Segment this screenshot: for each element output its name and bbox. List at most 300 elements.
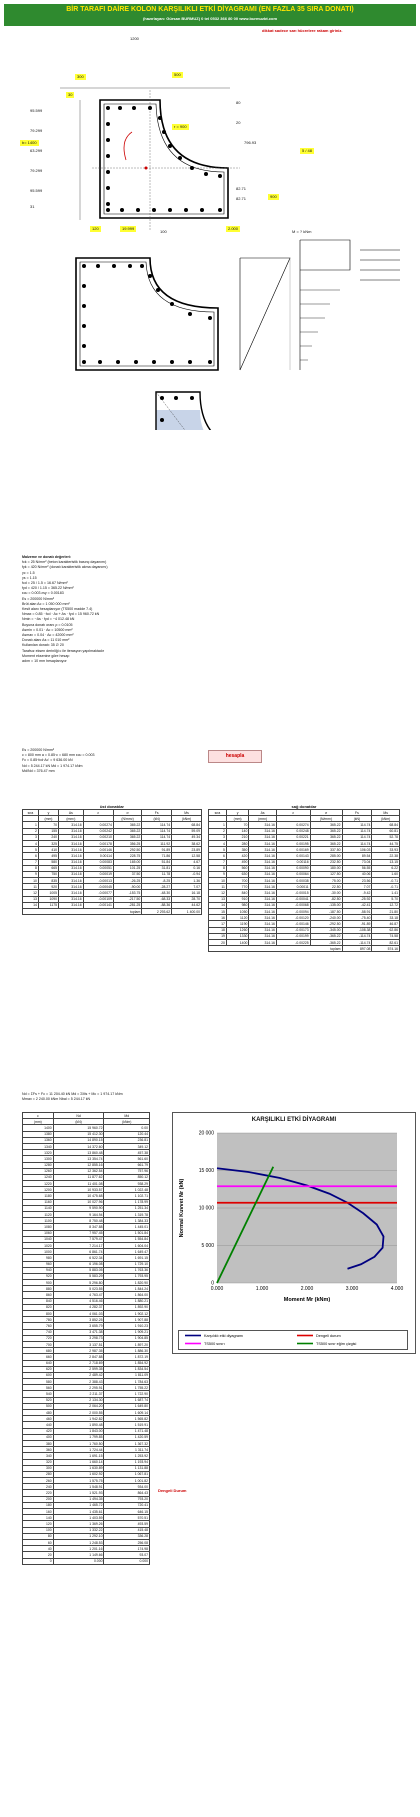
table-cell: 14 (23, 902, 39, 908)
input-top-right[interactable]: 500 (174, 72, 181, 77)
table-cell: 114.74 (342, 822, 372, 828)
table-cell: -108.38 (342, 927, 372, 933)
table-cell: 13 (23, 896, 39, 902)
moment-label: M = ? kNm (292, 229, 312, 234)
table-cell: 1 501.84 (104, 1230, 150, 1236)
unit-cell: (mm) (226, 816, 249, 822)
total-cell: 897.08 (342, 946, 372, 952)
table-cell: 1 367.32 (104, 1440, 150, 1446)
table-cell: 1200 (23, 1187, 54, 1193)
table-cell: 1 445.01 (104, 1224, 150, 1230)
right-val-2: 796.93 (244, 140, 257, 145)
table-cell: 4.67 (172, 859, 202, 865)
table-cell: 127.50 (310, 871, 342, 877)
table-cell: 7 (23, 859, 39, 865)
table-cell: -30.00 (310, 890, 342, 896)
table-cell: 0.00274 (83, 822, 113, 828)
column-header: Nd (53, 1113, 104, 1119)
table-cell: 1330 (226, 933, 249, 939)
table-cell: 19 (209, 933, 227, 939)
table-cell: 18 (209, 927, 227, 933)
table-cell: 13.15 (372, 859, 400, 865)
table-cell: -0.71 (372, 884, 400, 890)
input-side[interactable]: b= 1400 (22, 140, 37, 145)
table-cell: 1 793.95 (104, 1273, 150, 1279)
table-cell: 38.62 (172, 840, 202, 846)
formula-line: εcu = 0.003 εsy = 0.00183 (22, 591, 64, 596)
table-cell: 314.16 (59, 902, 84, 908)
table-cell: 920 (38, 884, 58, 890)
table-cell: 760 (23, 1323, 54, 1329)
table-cell: 20 (23, 1552, 54, 1558)
table-cell: -91.89 (342, 921, 372, 927)
table-cell: -0.00015 (276, 890, 310, 896)
table-cell: 720.41 (104, 1502, 150, 1508)
table-cell: -0.00068 (276, 902, 310, 908)
table-cell: -28.27 (142, 884, 172, 890)
table-cell: 1 660.14 (53, 1459, 104, 1465)
column-header: Ms (372, 810, 400, 816)
table-cell: 16.18 (172, 890, 202, 896)
table-cell: 1 403.59 (53, 1515, 104, 1521)
table-cell: -345.00 (310, 927, 342, 933)
formula-line: Kullanılan donatı: 35 ∅ 20 (22, 643, 64, 648)
table-cell: 960 (23, 1261, 54, 1267)
table-cell: 0.00242 (83, 828, 113, 834)
table-cell: 15 412.30 (53, 1131, 104, 1137)
table-cell: -0.00077 (83, 890, 113, 896)
table-cell: 56.55 (342, 865, 372, 871)
table-cell: 1 102.71 (104, 1193, 150, 1199)
formula-line: fyd = 420 / 1.15 = 365.22 N/mm² (22, 586, 74, 591)
column-header: Fs (342, 810, 372, 816)
table-cell: 2 211.37 (53, 1391, 104, 1397)
table-cell: 3 852.25 (53, 1317, 104, 1323)
table-cell: 1 575.75 (53, 1478, 104, 1484)
total-label: toplam (209, 946, 343, 952)
table-cell: 10 (23, 878, 39, 884)
bottom-dim-2[interactable]: 2.000 (228, 226, 239, 231)
table-cell: 7 957.45 (53, 1230, 104, 1236)
table-cell: -0.00045 (83, 884, 113, 890)
formula-line: γs = 1.15 (22, 575, 37, 580)
table-cell: 1 521.93 (53, 1490, 104, 1496)
table-cell: 314.16 (249, 859, 277, 865)
table-cell: 15 960.72 (53, 1125, 104, 1131)
page-subtitle: (hazırlayan: Gürsan BURMUZ) 0 tel 0532 366 80 00 www.burmuzbt.com (142, 16, 278, 21)
table-cell: 1180 (23, 1193, 54, 1199)
table-cell: 1 311.74 (104, 1447, 150, 1453)
table-cell: 70 (38, 822, 58, 828)
table-cell: 980 (226, 902, 249, 908)
table-cell: -0.00013 (83, 878, 113, 884)
formula-line: Nmin = −As · fyd = −4 012.48 kN (22, 617, 75, 622)
y-tick-label: 0 (211, 1280, 214, 1287)
table-cell: 10 933.57 (53, 1187, 104, 1193)
table-cell: 240 (23, 1484, 54, 1490)
table-cell: 8 (209, 865, 227, 871)
table-cell: 7 579.47 (53, 1236, 104, 1242)
table-cell: 660 (23, 1354, 54, 1360)
table-cell: 910 (226, 896, 249, 902)
table-cell: 62.86 (372, 927, 400, 933)
right-val-3: 82.71 (236, 186, 247, 191)
table-cell: 3 655.79 (53, 1323, 104, 1329)
hesapla-button[interactable]: hesapla (208, 750, 262, 763)
table-cell: 0.00178 (83, 840, 113, 846)
table-cell: 8 (23, 865, 39, 871)
table-cell: 400 (23, 1434, 54, 1440)
table-cell: 1 519.91 (104, 1422, 150, 1428)
table-cell: 2 064.20 (53, 1403, 104, 1409)
formula-line: fcd = 25 / 1.5 = 16.67 N/mm² (22, 581, 68, 586)
formula-line: Tarafsız eksen derinliği c ile iterasyon yapılmaktadır (22, 648, 105, 653)
table-cell: 17 (209, 921, 227, 927)
table-cell: 0.00 (104, 1125, 150, 1131)
table-cell: 11 877.62 (53, 1174, 104, 1180)
input-cover[interactable]: 30 (68, 92, 73, 97)
table-cell: 1 909.21 (104, 1329, 150, 1335)
table-cell: 880 (23, 1286, 54, 1292)
table-cell: 1120 (226, 915, 249, 921)
table-cell: 665 (38, 865, 58, 871)
table-cell: 314.16 (249, 840, 277, 846)
table-cell: 1 630.89 (53, 1465, 104, 1471)
table-cell: 256.08 (104, 1539, 150, 1545)
table-cell: 314.16 (59, 847, 84, 853)
calc-block (22, 748, 95, 774)
table-cell: 1 604.04 (104, 1242, 150, 1248)
bottom-dim-3: 100 (160, 229, 167, 234)
table-cell: 1 886.30 (104, 1348, 150, 1354)
table-cell: 1 494.35 (53, 1496, 104, 1502)
table-cell: 340 (23, 1453, 54, 1459)
table-cell: 0.000 (53, 1558, 104, 1564)
column-header: ε (276, 810, 310, 816)
bottom-dim-1[interactable]: 19.999 (122, 226, 135, 231)
table-cell: 1 755.22 (104, 1385, 150, 1391)
table-cell: 100 (23, 1527, 54, 1533)
column-header: ε (83, 810, 113, 816)
formula-line: Brüt alan Ac = 1 050 000 mm² (22, 601, 70, 606)
calc-line: Fc = 0.85·fcd·Ac' = 9 636.00 kN (22, 758, 73, 763)
table-cell: -0.00109 (83, 896, 113, 902)
table-cell: 20 (209, 939, 227, 945)
table-cell: 5 296.80 (53, 1280, 104, 1286)
table-cell: 365.22 (113, 822, 141, 828)
summary-line: Nd = ΣFs + Fc = 11 204.40 kN Md = ΣMs + Mc = 1 974.17 kNm (22, 1092, 123, 1096)
table-cell: 314.16 (249, 909, 277, 915)
table-cell: 51.84 (142, 859, 172, 865)
table-cell: 3 (209, 834, 227, 840)
table-cell: -25.92 (342, 896, 372, 902)
table-cell: 1 763.36 (104, 1267, 150, 1273)
table-cell: 1 (23, 822, 39, 828)
table-cell: 74.58 (372, 933, 400, 939)
table-cell: -68.33 (142, 896, 172, 902)
table-cell: -0.94 (172, 871, 202, 877)
table-cell: 37.50 (113, 871, 141, 877)
table-cell: 1 910.23 (104, 1323, 150, 1329)
table-cell: 900 (23, 1280, 54, 1286)
table-cell: 0.00019 (83, 871, 113, 877)
table-cell: 5 883.05 (53, 1267, 104, 1273)
table-cell: 6 (23, 853, 39, 859)
table-cell: 1 843.00 (53, 1428, 104, 1434)
table-cell: 1120 (23, 1212, 54, 1218)
table-cell: 0.00051 (83, 865, 113, 871)
table-cell: -42.41 (342, 902, 372, 908)
table-cell: 1 760.50 (53, 1440, 104, 1446)
input-top-left[interactable]: 300 (77, 74, 84, 79)
table-cell: 1220 (23, 1181, 54, 1187)
table-cell: 1 178.99 (104, 1199, 150, 1205)
table-cell: 21.80 (372, 909, 400, 915)
table-cell: 220 (23, 1490, 54, 1496)
table-cell: 1 131.88 (104, 1465, 150, 1471)
table-cell: 0.000 (104, 1558, 150, 1564)
section-second (76, 258, 218, 370)
results-table-wrap (22, 1112, 150, 1565)
table-cell: 850.12 (104, 1174, 150, 1180)
table-cell: 1 435.61 (53, 1509, 104, 1515)
table-cell: 1 548.91 (53, 1484, 104, 1490)
table-cell: -240.00 (310, 915, 342, 921)
table-cell: 1 880.21 (104, 1298, 150, 1304)
table-cell: 14 890.15 (53, 1137, 104, 1143)
table-cell: 314.16 (249, 822, 277, 828)
table-cell: 630 (226, 871, 249, 877)
table-cell: 740 (23, 1329, 54, 1335)
table-cell: 1 834.54 (104, 1366, 150, 1372)
table-cell: 155 (38, 828, 58, 834)
table-cell: 1260 (23, 1168, 54, 1174)
table-cell: 12 (23, 890, 39, 896)
table-cell: 0.00090 (276, 865, 310, 871)
legend-svg (179, 1331, 407, 1349)
table-cell: 1280 (23, 1162, 54, 1168)
total-label: toplam (23, 909, 142, 915)
table-cell: 33.18 (372, 915, 400, 921)
table-cell: 6 522.34 (53, 1255, 104, 1261)
formula-line: Nmax = 0.85 · fcd · Ac + As · fyd = 15 960.72 kN (22, 612, 100, 617)
unit-cell: (kN) (142, 816, 172, 822)
y-axis-label: Normal Kuvvet Nr (kN) (179, 1178, 185, 1238)
table-cell: 0.00221 (276, 834, 310, 840)
table-cell: 365.22 (113, 828, 141, 834)
table-cell: 14 372.60 (53, 1143, 104, 1149)
formula-line: Es = 200000 N/mm² (22, 596, 55, 601)
table-cell: 1005 (38, 890, 58, 896)
table-cell: 495 (38, 853, 58, 859)
table-cell: 228.75 (113, 853, 141, 859)
table-cell: 180 (23, 1502, 54, 1508)
table-cell: 1340 (23, 1143, 54, 1149)
table-cell: 1000 (23, 1249, 54, 1255)
table-cell: 314.16 (249, 890, 277, 896)
table-cell: 415.48 (104, 1527, 150, 1533)
table-cell: 120.44 (104, 1131, 150, 1137)
table-cell: 10 475.68 (53, 1193, 104, 1199)
table2 (208, 809, 400, 952)
table-cell: 1090 (38, 896, 58, 902)
dengeli-label: Dengeli Durum (158, 1488, 187, 1493)
table-cell: 5 (23, 847, 39, 853)
table-cell: 835 (38, 878, 58, 884)
table-cell: 240 (38, 834, 58, 840)
table-cell: 314.16 (59, 884, 84, 890)
table-cell: 410 (38, 847, 58, 853)
table-cell: 2 388.43 (53, 1379, 104, 1385)
table-cell: 11.78 (142, 871, 172, 877)
table-cell: 3 298.73 (53, 1335, 104, 1341)
table-cell: 770 (226, 884, 249, 890)
table-cell: 1 251.34 (104, 1205, 150, 1211)
total-cell: 1 400.00 (172, 909, 202, 915)
table-cell: 720 (23, 1335, 54, 1341)
input-right-2[interactable]: 900 (270, 194, 277, 199)
table-cell: 1 649.80 (104, 1403, 150, 1409)
table-cell: 7.07 (342, 884, 372, 890)
column-header: y (38, 810, 58, 816)
table-cell: 0.00064 (276, 871, 310, 877)
table-cell: 59.09 (172, 828, 202, 834)
table-cell: 314.16 (249, 896, 277, 902)
table-cell: 1 565.82 (104, 1416, 150, 1422)
table-row (23, 1558, 150, 1564)
table-cell: 11 (23, 884, 39, 890)
x-tick-label: 0.000 (210, 1286, 224, 1292)
table-cell: 1 892.90 (104, 1304, 150, 1310)
table-cell: 360 (23, 1447, 54, 1453)
table-cell: 1190 (226, 921, 249, 927)
table-cell: 0.00210 (83, 834, 113, 840)
table-cell: 365.22 (310, 840, 342, 846)
formula-line: Asmin = 0.01 · Ac = 10500 mm² (22, 627, 73, 632)
table-cell: 1320 (23, 1150, 54, 1156)
table-cell: 80 (23, 1533, 54, 1539)
table-cell: 314.16 (59, 871, 84, 877)
table-cell: 6 196.08 (53, 1261, 104, 1267)
legend-label: Karşılıklı etki diyagramı (204, 1334, 244, 1338)
table-cell: 2 987.35 (53, 1348, 104, 1354)
table-cell: 9 590.90 (53, 1205, 104, 1211)
table-cell: 0.00274 (276, 822, 310, 828)
table-cell: 71.86 (142, 853, 172, 859)
formula-line: fyk = 420 N/mm² (donatı karakteristik akma dayanımı) (22, 565, 108, 570)
right-val-4: 82.71 (236, 196, 247, 201)
table-cell: -88.36 (142, 902, 172, 908)
input-right-1[interactable]: 5 / 48 (302, 148, 313, 153)
total-row (209, 946, 400, 952)
table-cell: 2 718.69 (53, 1360, 104, 1366)
row-left-2: 63.299 (30, 148, 43, 153)
table-cell: 280 (23, 1471, 54, 1477)
table-cell: 314.16 (249, 878, 277, 884)
calc-line: Md/Nd = 376.47 mm (22, 768, 55, 773)
table-cell: 314.16 (59, 853, 84, 859)
formula-line: Malzeme ve donatı değerleri: (22, 555, 72, 559)
table-cell: 73.04 (342, 859, 372, 865)
table-cell: 1060 (23, 1230, 54, 1236)
table-cell: 2 489.42 (53, 1372, 104, 1378)
chart-plot (173, 1123, 415, 1323)
table-cell: 120 (23, 1521, 54, 1527)
table-cell: 1 691.15 (53, 1453, 104, 1459)
table-cell: 3 471.38 (53, 1329, 104, 1335)
table-cell: 1 942.82 (53, 1416, 104, 1422)
table-cell: 1 248.53 (53, 1539, 104, 1545)
table-cell: 9 (209, 871, 227, 877)
table-cell: 337.50 (310, 847, 342, 853)
table-cell: 7 (209, 859, 227, 865)
table-cell: 1 904.85 (104, 1335, 150, 1341)
table-cell: 4 (209, 840, 227, 846)
table-cell: 49.34 (172, 834, 202, 840)
table-cell: -26.25 (113, 878, 141, 884)
table-cell: 6 (209, 853, 227, 859)
unit-cell: (kNm) (104, 1119, 150, 1125)
table-cell: 864.43 (104, 1490, 150, 1496)
table-cell: 380 (23, 1440, 54, 1446)
table-cell: 2 (23, 828, 39, 834)
table-cell: 165.00 (113, 859, 141, 865)
table-cell: 314.16 (249, 847, 277, 853)
table-cell: 292.50 (113, 847, 141, 853)
stress-diagram (300, 240, 400, 370)
unit-cell: (kNm) (172, 816, 202, 822)
table-cell: 160 (23, 1509, 54, 1515)
unit-cell: (mm) (38, 816, 58, 822)
table-cell: 174.98 (104, 1546, 150, 1552)
table-cell: 1400 (23, 1125, 54, 1131)
table-cell: 1380 (23, 1131, 54, 1137)
input-radius[interactable]: r = 900 (174, 124, 187, 129)
table-cell: 68.84 (172, 822, 202, 828)
table-cell: 0.00143 (276, 853, 310, 859)
table-cell: 5 023.55 (53, 1286, 104, 1292)
table-cell: 91.89 (142, 847, 172, 853)
table-cell: 314.16 (59, 878, 84, 884)
table-cell: 490 (226, 859, 249, 865)
table-cell: 0.00248 (276, 828, 310, 834)
table-cell: 365.22 (310, 828, 342, 834)
table-cell: 940 (23, 1267, 54, 1273)
table-cell: 280 (226, 840, 249, 846)
table-cell: 13 354.74 (53, 1156, 104, 1162)
table-cell: 1 890.48 (53, 1422, 104, 1428)
table-cell: 570.51 (104, 1515, 150, 1521)
table-cell: 314.16 (59, 859, 84, 865)
table-cell: -114.74 (342, 933, 372, 939)
table-cell: 0.16 (172, 865, 202, 871)
table-cell: 1400 (226, 939, 249, 945)
table-cell: -58.91 (342, 909, 372, 915)
table-cell: 2 000.55 (53, 1410, 104, 1416)
column-header: sıra (209, 810, 227, 816)
bottom-dim-0[interactable]: 120 (92, 226, 99, 231)
x-axis-label: Moment Mr (kNm) (283, 1297, 331, 1303)
table-cell: 0.00195 (276, 840, 310, 846)
table-cell: 1020 (23, 1242, 54, 1248)
table-cell: 580 (23, 1379, 54, 1385)
table-cell: 13 (209, 896, 227, 902)
table-cell: 7 214.17 (53, 1242, 104, 1248)
table-cell: 1 193.94 (104, 1459, 150, 1465)
table-cell: 0.00011 (276, 884, 310, 890)
summary-block (22, 1092, 123, 1102)
table-cell: 44.62 (172, 902, 202, 908)
